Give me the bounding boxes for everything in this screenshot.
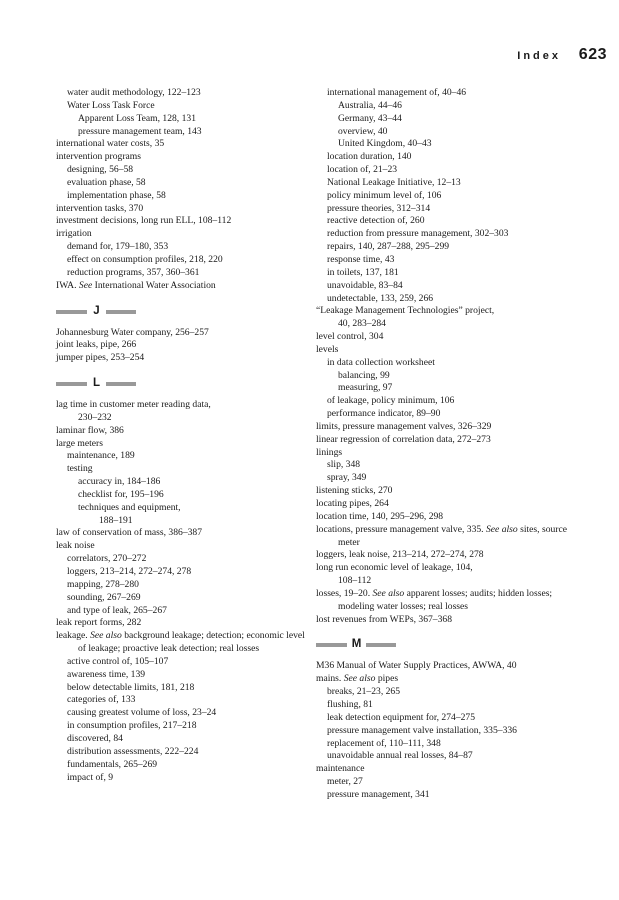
index-entry: investment decisions, long run ELL, 108–112	[56, 215, 232, 227]
index-subentry: meter, 27	[327, 776, 363, 788]
index-entry: losses, 19–20. See also apparent losses; audits; hidden losses; modeling water losses; real losses	[316, 587, 553, 612]
index-entry: laminar flow, 386	[56, 424, 124, 436]
index-entry: long run economic level of leakage, 104,	[316, 562, 473, 574]
index-subentry: breaks, 21–23, 265	[327, 686, 401, 698]
index-subentry: of leakage, policy minimum, 106	[327, 395, 455, 407]
index-subentry: in toilets, 137, 181	[327, 266, 399, 278]
index-entry: levels	[316, 343, 339, 355]
header-section-title: Index	[517, 50, 561, 62]
index-subentry: measuring, 97	[338, 382, 393, 394]
index-column-right	[316, 87, 584, 802]
index-entry: jumper pipes, 253–254	[56, 352, 145, 364]
index-subentry: in data collection worksheet	[327, 356, 435, 368]
index-subentry: categories of, 133	[67, 694, 136, 706]
letter-divider-l	[56, 377, 311, 391]
index-subentry: checklist for, 195–196	[78, 488, 164, 500]
index-entry-continuation: 230–232	[78, 411, 112, 423]
index-subentry: reduction from pressure management, 302–303	[327, 228, 509, 240]
index-entry: linings	[316, 446, 343, 458]
index-subentry: leak detection equipment for, 274–275	[327, 711, 476, 723]
index-subentry: below detectable limits, 181, 218	[67, 681, 195, 693]
index-subentry: Apparent Loss Team, 128, 131	[78, 112, 196, 124]
index-subentry: loggers, 213–214, 272–274, 278	[67, 566, 192, 577]
letter-divider-j	[56, 305, 311, 319]
index-subentry: Water Loss Task Force	[67, 99, 155, 111]
index-subentry: active control of, 105–107	[67, 655, 169, 667]
index-subentry: designing, 56–58	[67, 164, 134, 176]
index-subentry: overview, 40	[338, 125, 388, 137]
index-entry: leak report forms, 282	[56, 617, 142, 629]
index-subentry: sounding, 267–269	[67, 591, 141, 603]
index-column-left	[56, 87, 311, 784]
index-entry: level control, 304	[316, 331, 384, 343]
index-entry: lost revenues from WEPs, 367–368	[316, 613, 452, 625]
index-subentry: location duration, 140	[327, 151, 412, 163]
index-subentry: pressure management, 341	[327, 788, 430, 800]
index-entry: locating pipes, 264	[316, 498, 389, 509]
index-entry: listening sticks, 270	[316, 485, 393, 497]
letter-heading: L	[92, 377, 101, 390]
index-entry: M36 Manual of Water Supply Practices, AWWA, 40	[316, 660, 517, 672]
index-subentry: accuracy in, 184–186	[78, 476, 161, 488]
letter-heading: M	[351, 638, 362, 651]
index-subentry: evaluation phase, 58	[67, 176, 146, 188]
index-subentry: maintenance, 189	[67, 450, 135, 462]
index-entry: linear regression of correlation data, 272–273	[316, 433, 491, 445]
index-subentry: testing	[67, 463, 93, 475]
index-entry: lag time in customer meter reading data,	[56, 399, 211, 411]
index-subentry: effect on consumption profiles, 218, 220	[67, 253, 223, 265]
index-subentry: causing greatest volume of loss, 23–24	[67, 707, 217, 719]
index-entry: leakage. See also background leakage; detection; economic level of leakage; proactive leak detection; real losses	[56, 630, 305, 655]
index-subentry: slip, 348	[327, 459, 361, 471]
index-subentry: repairs, 140, 287–288, 295–299	[327, 241, 450, 253]
index-subentry: discovered, 84	[67, 732, 123, 744]
index-entry-continuation: 40, 283–284	[338, 318, 386, 330]
index-entry: intervention programs	[56, 151, 141, 163]
index-subentry: pressure management valve installation, 335–336	[327, 724, 517, 736]
index-entry: law of conservation of mass, 386–387	[56, 527, 203, 539]
index-subentry: performance indicator, 89–90	[327, 408, 441, 420]
index-subentry: policy minimum level of, 106	[327, 189, 442, 201]
running-header	[0, 46, 619, 70]
page-number: 623	[578, 46, 607, 63]
index-subentry: location of, 21–23	[327, 164, 398, 176]
index-entry: loggers, leak noise, 213–214, 272–274, 278	[316, 549, 484, 561]
index-subentry: United Kingdom, 40–43	[338, 138, 432, 150]
index-subentry: replacement of, 110–111, 348	[327, 737, 441, 749]
letter-divider-m	[316, 638, 584, 652]
index-subentry: undetectable, 133, 259, 266	[327, 292, 434, 304]
index-subentry: fundamentals, 265–269	[67, 758, 158, 770]
index-subentry: international management of, 40–46	[327, 87, 467, 98]
index-subentry: response time, 43	[327, 253, 395, 265]
index-subentry: water audit methodology, 122–123	[67, 87, 201, 98]
index-entry: mains. See also pipes	[316, 673, 399, 685]
index-subentry: unavoidable annual real losses, 84–87	[327, 750, 473, 762]
index-subentry: unavoidable, 83–84	[327, 279, 403, 291]
index-subentry: in consumption profiles, 217–218	[67, 720, 197, 732]
index-subentry: Germany, 43–44	[338, 112, 402, 124]
index-subentry: impact of, 9	[67, 771, 114, 783]
index-entry: locations, pressure management valve, 335. See also sites, source meter	[316, 523, 567, 548]
index-subentry: awareness time, 139	[67, 668, 146, 680]
index-subentry: and type of leak, 265–267	[67, 604, 167, 616]
index-entry: leak noise	[56, 540, 95, 552]
index-subentry: balancing, 99	[338, 369, 390, 381]
index-entry: location time, 140, 295–296, 298	[316, 510, 444, 522]
index-subentry: demand for, 179–180, 353	[67, 241, 169, 253]
index-entry: maintenance	[316, 763, 365, 775]
index-subentry: reduction programs, 357, 360–361	[67, 266, 200, 278]
index-entry: Johannesburg Water company, 256–257	[56, 326, 209, 338]
index-entry-continuation: 108–112	[338, 575, 372, 587]
index-subentry: pressure management team, 143	[78, 125, 202, 137]
index-subentry: National Leakage Initiative, 12–13	[327, 176, 461, 188]
index-subentry: techniques and equipment,	[78, 501, 181, 513]
letter-heading: J	[93, 304, 100, 317]
index-subentry: distribution assessments, 222–224	[67, 745, 199, 757]
index-entry: large meters	[56, 437, 103, 449]
index-subentry: Australia, 44–46	[338, 99, 402, 111]
index-entry: intervention tasks, 370	[56, 202, 144, 214]
index-entry: international water costs, 35	[56, 138, 165, 150]
index-subentry: implementation phase, 58	[67, 189, 166, 201]
index-subentry: flushing, 81	[327, 698, 373, 710]
index-subentry: reactive detection of, 260	[327, 215, 425, 227]
index-entry: IWA. See International Water Association	[56, 279, 216, 291]
index-entry: limits, pressure management valves, 326–329	[316, 420, 492, 432]
index-entry: joint leaks, pipe, 266	[56, 339, 137, 351]
index-subentry: pressure theories, 312–314	[327, 202, 431, 214]
index-entry: irrigation	[56, 228, 92, 240]
index-subentry: spray, 349	[327, 472, 367, 484]
index-subentry: mapping, 278–280	[67, 578, 139, 590]
index-entry: “Leakage Management Technologies” project,	[316, 305, 495, 317]
index-entry-continuation: 188–191	[99, 514, 133, 526]
index-subentry: correlators, 270–272	[67, 553, 147, 565]
